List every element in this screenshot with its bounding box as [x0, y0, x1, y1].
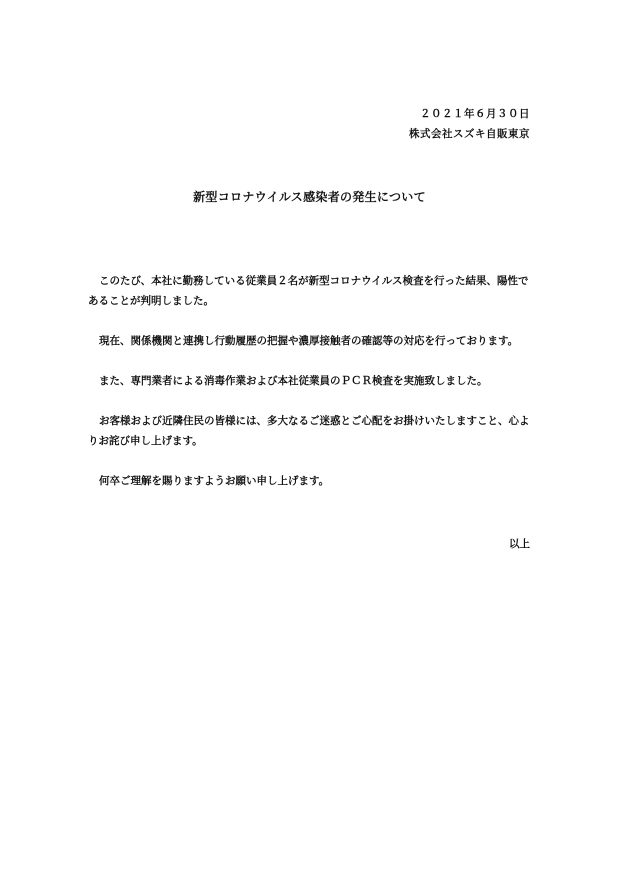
paragraph-disinfection: また、専門業者による消毒作業および本社従業員のＰＣＲ検査を実施致しました。 — [99, 375, 488, 387]
header-block — [409, 104, 530, 144]
document-date: ２０２１年６月３０日 — [420, 108, 530, 120]
closing-mark: 以上 — [509, 538, 530, 550]
document-body — [88, 271, 534, 511]
paragraph-apology: お客様および近隣住民の皆様には、多大なるご迷惑とご心配をお掛けいたしますこと、心よりお詫び申し上げます。 — [88, 415, 530, 447]
paragraph-current-response: 現在、関係機関と連携し行動履歴の把握や濃厚接触者の確認等の対応を行っております。 — [99, 335, 519, 347]
document-title: 新型コロナウイルス感染者の発生について — [193, 190, 426, 204]
paragraph-infection-report: このたび、本社に勤務している従業員２名が新型コロナウイルス検査を行った結果、陽性であることが判明しました。 — [88, 275, 529, 307]
paragraph-request-understanding: 何卒ご理解を賜りますようお願い申し上げます。 — [99, 475, 330, 487]
company-name: 株式会社スズキ自販東京 — [409, 128, 530, 140]
